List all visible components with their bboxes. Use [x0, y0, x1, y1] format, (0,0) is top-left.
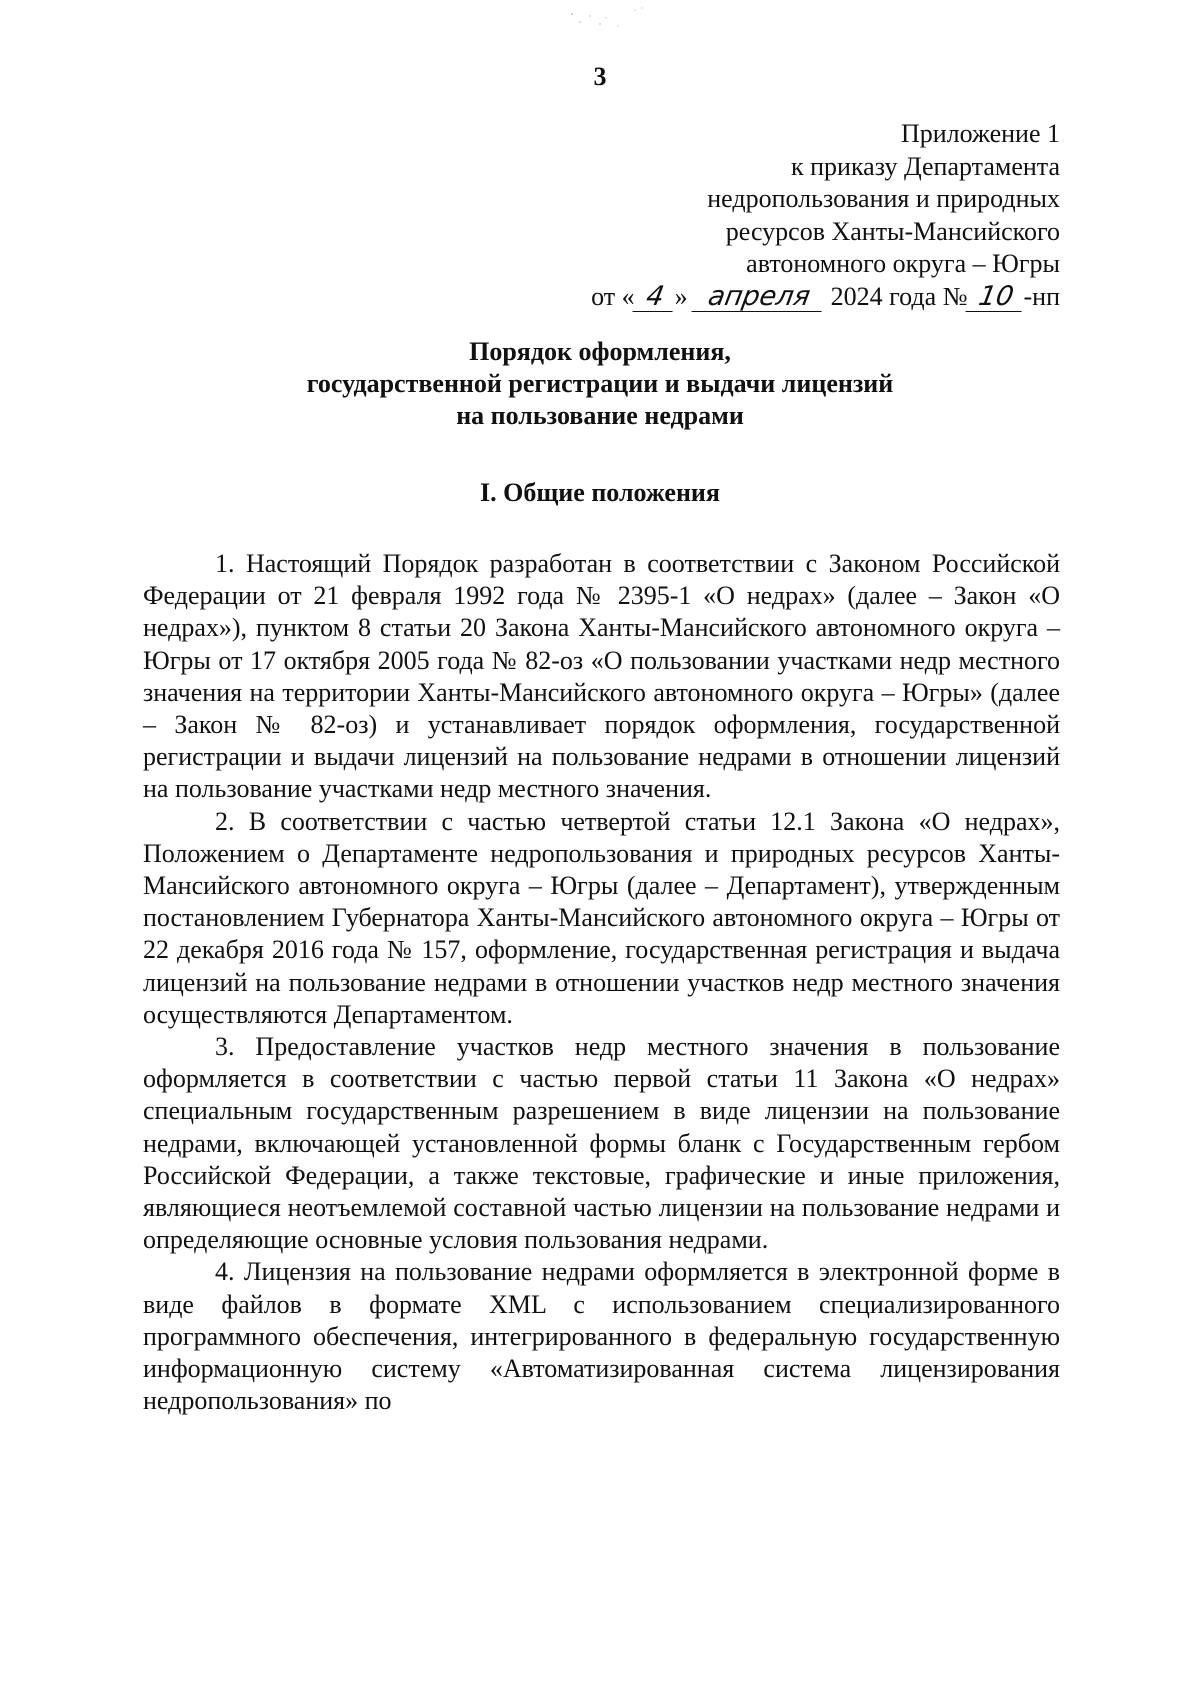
paragraph-4: 4. Лицензия на пользование недрами оформляется в электронной форме в виде файлов в формате XML с использованием специализированного программного обеспечения, интегрированного в федеральную государственную информационную систему «Автоматизированная система лицензирования недропользования» по [143, 1257, 1060, 1416]
appendix-line: автономного округа – Югры [746, 249, 1060, 278]
date-prefix: от « [591, 281, 635, 311]
number-suffix: -нп [1023, 281, 1060, 311]
date-mid: » [674, 281, 688, 311]
appendix-header [500, 118, 1060, 313]
body-text [143, 548, 1060, 1417]
year-text: 2024 года № [830, 281, 968, 311]
paragraph-2: 2. В соответствии с частью четвертой статьи 12.1 Закона «О недрах», Положением о Департаменте недропользования и природных ресурсов Ханты-Мансийского автономного округа – Югры (далее – Департамент), утвержденным постановлением Губернатора Ханты-Мансийского автономного округа – Югры от 22 декабря 2016 года № 157, оформление, государственная регистрация и выдача лицензий на пользование недрами в отношении участков недр местного значения осуществляются Департаментом. [143, 806, 1060, 1029]
title-line: государственной регистрации и выдачи лицензий [306, 369, 894, 398]
scan-specks [560, 4, 680, 34]
appendix-line: недропользования и природных [707, 184, 1060, 213]
order-date-line [500, 281, 1060, 314]
handwritten-order-number: 10 [965, 283, 1026, 312]
handwritten-month: апреля [692, 283, 827, 312]
handwritten-day: 4 [632, 283, 677, 312]
appendix-line: Приложение 1 [900, 119, 1060, 148]
page-number: 3 [593, 62, 607, 91]
section-heading: I. Общие положения [480, 478, 720, 507]
paragraph-3: 3. Предоставление участков недр местного значения в пользование оформляется в соответствии с частью первой статьи 11 Закона «О недрах» специальным государственным разрешением в виде лицензии на пользование недрами, включающей установленной формы бланк с Государственным гербом Российской Федерации, а также текстовые, графические и иные приложения, являющиеся неотъемлемой составной частью лицензии на пользование недрами и определяющие основные условия пользования недрами. [143, 1032, 1060, 1255]
document-title [0, 336, 1200, 432]
title-line: Порядок оформления, [469, 337, 731, 366]
appendix-line: к приказу Департамента [790, 151, 1060, 181]
title-line: на пользование недрами [456, 401, 744, 430]
appendix-line: ресурсов Ханты-Мансийского [725, 216, 1060, 246]
paragraph-1: 1. Настоящий Порядок разработан в соответствии с Законом Российской Федерации от 21 февраля 1992 года № 2395-1 «О недрах» (далее – Закон «О недрах»), пунктом 8 статьи 20 Закона Ханты-Мансийского автономного округа – Югры от 17 октября 2005 года № 82-оз «О пользовании участками недр местного значения на территории Ханты-Мансийского автономного округа – Югры» (далее – Закон № 82-оз) и устанавливает порядок оформления, государственной регистрации и выдачи лицензий на пользование недрами в отношении лицензий на пользование участками недр местного значения. [143, 549, 1060, 804]
